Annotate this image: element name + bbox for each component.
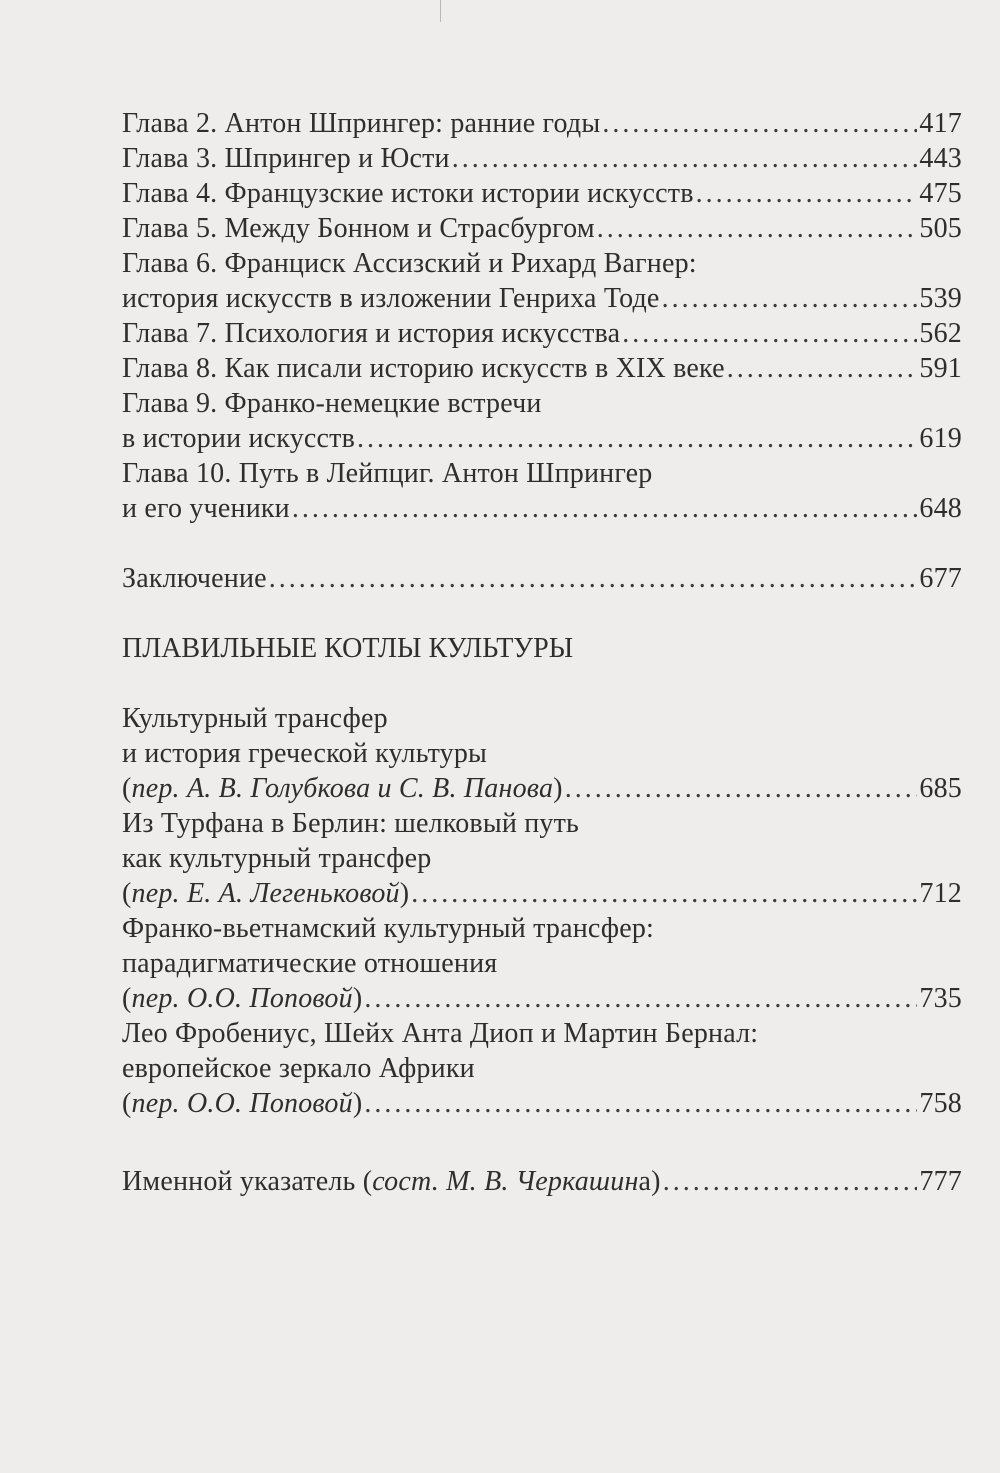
title-text: Глава 6. Франциск Ассизский и Рихард Вагнер: (122, 248, 697, 279)
page-number: 475 (919, 178, 962, 209)
toc-entry[interactable] (122, 701, 962, 806)
toc-entry-title (122, 1086, 362, 1121)
toc-entry-title (122, 703, 388, 734)
title-text: а) (638, 1166, 661, 1197)
toc-entry-title (122, 458, 653, 489)
dot-leader (269, 561, 918, 596)
toc-entry-line (122, 246, 962, 281)
toc-entry-line (122, 701, 962, 736)
title-text: ( (122, 878, 132, 909)
title-text: Из Турфана в Берлин: шелковый путь (122, 808, 580, 839)
toc-entry[interactable] (122, 386, 962, 456)
toc-entry-title (122, 876, 409, 911)
title-text: парадигматические отношения (122, 948, 498, 979)
title-text: Именной указатель ( (122, 1166, 373, 1197)
spacer (122, 666, 962, 701)
title-text: ) (352, 983, 363, 1014)
toc-entry-title (122, 561, 267, 596)
title-text: ) (553, 773, 563, 804)
toc-entry-line (122, 211, 962, 246)
title-text: Культурный трансфер (122, 703, 388, 734)
toc-entry-title (122, 913, 654, 944)
toc-entry-line (122, 316, 962, 351)
toc-entry-line (122, 981, 962, 1016)
title-text: и его ученики (122, 493, 290, 524)
toc-entry[interactable] (122, 176, 962, 211)
page-number: 677 (919, 563, 962, 594)
toc-entry[interactable] (122, 211, 962, 246)
title-text: как культурный трансфер (122, 843, 432, 874)
dot-leader (357, 421, 917, 456)
toc-entry[interactable] (122, 106, 962, 141)
toc-entry-title (122, 843, 431, 874)
translator-credit: сост. М. В. Черкашин (372, 1166, 639, 1197)
toc-entry-title (122, 771, 563, 806)
toc-entry-title (122, 738, 487, 769)
dot-leader (597, 211, 918, 246)
title-text: ( (122, 773, 132, 804)
toc-entry-title (122, 1164, 661, 1199)
toc-entry-line (122, 736, 962, 771)
toc-entry[interactable] (122, 1164, 962, 1199)
toc-entry-line (122, 421, 962, 456)
page-number: 735 (919, 983, 962, 1014)
toc-entry-line (122, 841, 962, 876)
toc-entry-title (122, 281, 660, 316)
title-text: в истории искусств (122, 423, 356, 454)
toc-entry-title (122, 981, 362, 1016)
toc-entry[interactable] (122, 561, 962, 596)
dot-leader (452, 141, 918, 176)
title-text: Глава 3. Шпрингер и Юсти (122, 143, 450, 174)
title-text: Глава 9. Франко-немецкие встречи (122, 388, 542, 419)
table-of-contents (122, 106, 962, 1199)
page-number: 417 (919, 108, 962, 139)
toc-entry-title (122, 388, 542, 419)
page-number: 712 (919, 878, 962, 909)
page-number: 443 (919, 143, 962, 174)
title-text: Глава 5. Между Бонном и Страсбургом (122, 213, 595, 244)
dot-leader (565, 771, 918, 806)
title-text: Глава 8. Как писали историю искусств в XIX веке (122, 353, 725, 384)
title-text: ( (122, 1088, 132, 1119)
toc-entry-title (122, 176, 694, 211)
toc-entry-title (122, 948, 497, 979)
translator-credit: пер. А. В. Голубкова и С. В. Панова (131, 773, 554, 804)
toc-entry-line (122, 1016, 962, 1051)
toc-entry-title (122, 316, 620, 351)
title-text: ) (352, 1088, 363, 1119)
title-text: и история греческой культуры (122, 738, 488, 769)
dot-leader (727, 351, 918, 386)
page-number: 758 (919, 1088, 962, 1119)
page-number: 562 (919, 318, 962, 349)
toc-entry-line (122, 456, 962, 491)
toc-entry-line (122, 561, 962, 596)
toc-entry-line (122, 281, 962, 316)
spacer (122, 596, 962, 631)
title-text: история искусств в изложении Генриха Тоде (122, 283, 660, 314)
title-text: Глава 4. Французские истоки истории искусств (122, 178, 694, 209)
toc-entry-title (122, 248, 697, 279)
title-text: ( (122, 983, 132, 1014)
title-text: Заключение (122, 563, 267, 594)
dot-leader (696, 176, 918, 211)
title-text: Глава 7. Психология и история искусства (122, 318, 621, 349)
toc-entry-line (122, 1051, 962, 1086)
toc-entry-line (122, 386, 962, 421)
toc-entry[interactable] (122, 141, 962, 176)
toc-entry[interactable] (122, 456, 962, 526)
title-text: Глава 2. Антон Шпрингер: ранние годы (122, 108, 601, 139)
toc-entry-line (122, 491, 962, 526)
toc-entry[interactable] (122, 351, 962, 386)
dot-leader (622, 316, 917, 351)
translator-credit: пер. О.О. Поповой (131, 1088, 353, 1119)
toc-entry-title (122, 141, 450, 176)
toc-entry-title (122, 1053, 475, 1084)
section-heading: ПЛАВИЛЬНЫЕ КОТЛЫ КУЛЬТУРЫ (122, 633, 574, 664)
toc-entry-title (122, 808, 579, 839)
toc-entry-line (122, 946, 962, 981)
dot-leader (663, 1164, 918, 1199)
toc-entry-line (122, 1086, 962, 1121)
page-number: 619 (919, 423, 962, 454)
toc-entry-line (122, 806, 962, 841)
toc-entry-line (122, 106, 962, 141)
toc-entry[interactable] (122, 1016, 962, 1121)
translator-credit: пер. Е. А. Легеньковой (131, 878, 400, 909)
toc-entry-line (122, 911, 962, 946)
title-text: европейское зеркало Африки (122, 1053, 475, 1084)
toc-entry-title (122, 211, 595, 246)
toc-entry[interactable] (122, 246, 962, 316)
toc-entry-title (122, 351, 725, 386)
toc-entry-line (122, 176, 962, 211)
page-number: 539 (919, 283, 962, 314)
dot-leader (411, 876, 917, 911)
page-number: 648 (919, 493, 962, 524)
title-text: ) (399, 878, 410, 909)
toc-entry-line (122, 876, 962, 911)
dot-leader (662, 281, 918, 316)
dot-leader (364, 981, 917, 1016)
dot-leader (364, 1086, 917, 1121)
title-text: Глава 10. Путь в Лейпциг. Антон Шпрингер (122, 458, 653, 489)
toc-entry-title (122, 491, 290, 526)
toc-entry[interactable] (122, 806, 962, 911)
spacer (122, 1121, 962, 1164)
toc-entry-line (122, 771, 962, 806)
spacer (122, 526, 962, 561)
title-text: Франко-вьетнамский культурный трансфер: (122, 913, 655, 944)
toc-entry-line (122, 141, 962, 176)
toc-entry[interactable] (122, 911, 962, 1016)
toc-entry-line (122, 1164, 962, 1199)
toc-entry-title (122, 106, 600, 141)
title-text: Лео Фробениус, Шейх Анта Диоп и Мартин Бернал: (122, 1018, 759, 1049)
page-gutter-mark (440, 0, 441, 22)
dot-leader (602, 106, 917, 141)
dot-leader (292, 491, 918, 526)
toc-entry-title (122, 421, 355, 456)
page-number: 777 (919, 1166, 962, 1197)
translator-credit: пер. О.О. Поповой (131, 983, 353, 1014)
toc-entry-line (122, 351, 962, 386)
page-number: 685 (919, 773, 962, 804)
page-number: 591 (919, 353, 962, 384)
toc-entry[interactable] (122, 316, 962, 351)
page-number: 505 (919, 213, 962, 244)
toc-entry-title (122, 1018, 758, 1049)
